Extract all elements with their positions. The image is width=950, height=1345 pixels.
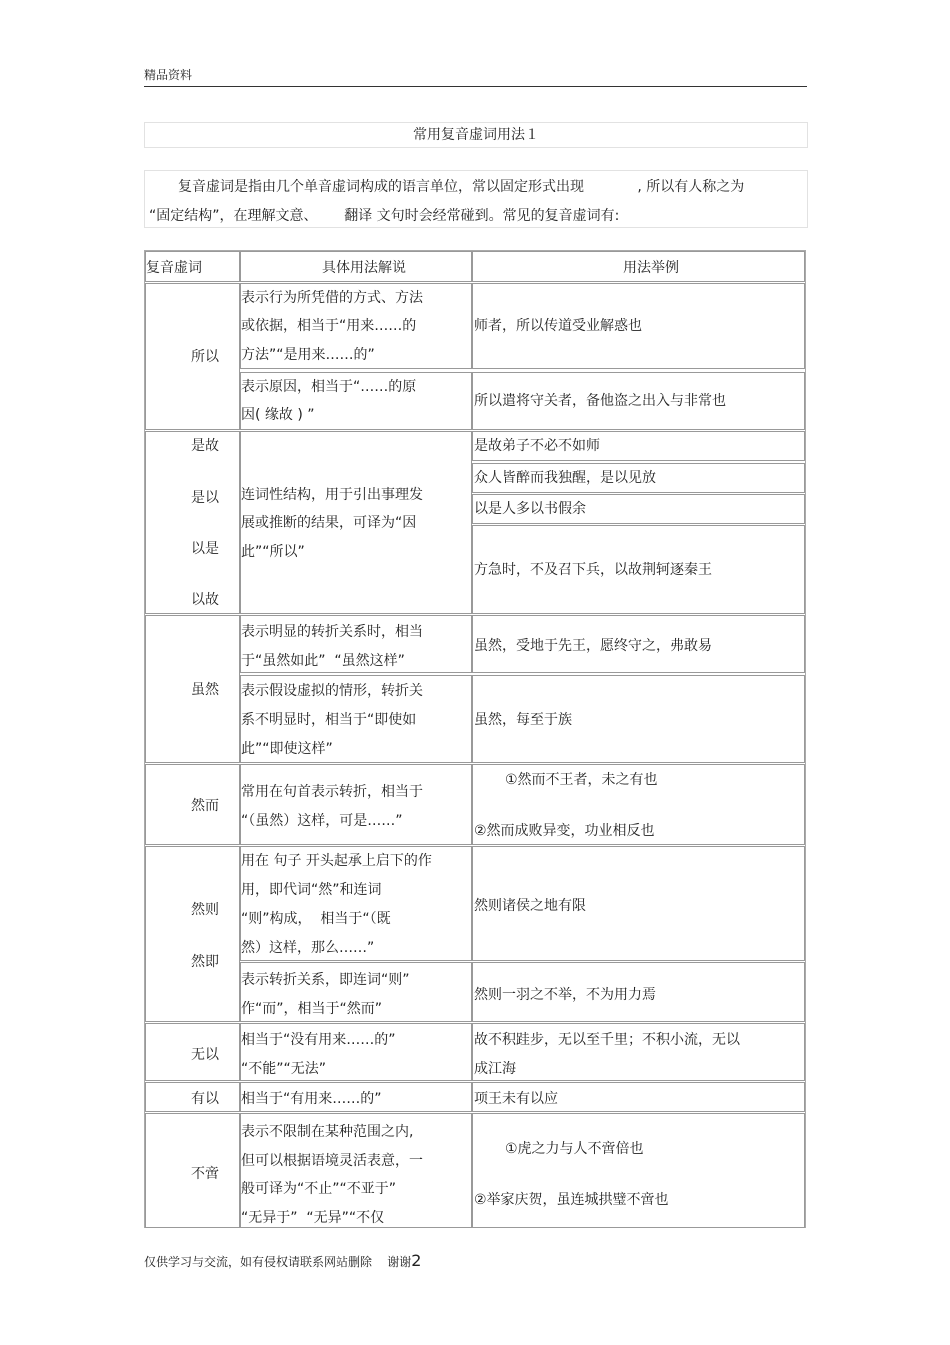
- explain-line: “不能”“无法”: [241, 1061, 327, 1077]
- example-line: 项王未有以应: [474, 1091, 558, 1107]
- explain-line: 表示不限制在某种范围之内,: [241, 1124, 414, 1140]
- explain-line: 相当于“没有用来……的”: [241, 1032, 396, 1048]
- intro-line-1: 复音虚词是指由几个单音虚词构成的语言单位，常以固定形式出现 , 所以有人称之为: [178, 179, 745, 195]
- explain-line: 因( 缘故 ) ”: [241, 407, 315, 423]
- explain-line: 用在 句子 开头起承上启下的作: [241, 853, 432, 869]
- explain-line: 此”“所以”: [241, 544, 305, 560]
- row-word: 然则: [191, 902, 219, 918]
- example-line: 然则诸侯之地有限: [474, 898, 586, 914]
- example-line: 以是人多以书假余: [474, 501, 586, 517]
- row-word: 无以: [191, 1047, 219, 1063]
- row-word: 是以: [191, 490, 219, 506]
- example-line: 然则一羽之不举，不为用力焉: [474, 987, 656, 1003]
- explain-line: “则”构成， 相当于“（既: [241, 911, 391, 927]
- explain-line: 表示假设虚拟的情形，转折关: [241, 683, 423, 699]
- explain-line: 表示转折关系，即连词“则”: [241, 972, 410, 988]
- example-line: 方急时，不及召下兵，以故荆轲逐秦王: [474, 562, 712, 578]
- row-word: 虽然: [191, 682, 219, 698]
- header-example: 用法举例: [623, 260, 679, 276]
- explain-line: 方法”“是用来……的”: [241, 347, 375, 363]
- explain-line: “（虽然）这样，可是……”: [241, 813, 403, 829]
- explain-line: 系不明显时，相当于“即使如: [241, 712, 417, 728]
- header-word: 复音虚词: [146, 260, 202, 276]
- explain-line: 作“而”，相当于“然而”: [241, 1001, 383, 1017]
- row-word: 以故: [191, 592, 219, 608]
- example-line: 众人皆醉而我独醒，是以见放: [474, 470, 656, 486]
- header-explain: 具体用法解说: [322, 260, 406, 276]
- row-word: 有以: [191, 1091, 219, 1107]
- explain-line: 般可译为“不止”“不亚于”: [241, 1181, 397, 1197]
- row-word: 是故: [191, 438, 219, 454]
- explain-line: 然）这样，那么……”: [241, 940, 375, 956]
- example-line: 成江海: [474, 1061, 516, 1077]
- example-line: 虽然，受地于先王，愿终守之，弗敢易: [474, 638, 712, 654]
- explain-line: 于“虽然如此” “虽然这样”: [241, 653, 405, 669]
- table-cell: [145, 846, 240, 1022]
- example-line: ②然而成败异变，功业相反也: [474, 823, 655, 839]
- explain-line: 或依据，相当于“用来……的: [241, 318, 417, 334]
- document-title: 常用复音虚词用法１: [144, 122, 808, 148]
- explain-line: 常用在句首表示转折，相当于: [241, 784, 423, 800]
- example-line: ①然而不王者，未之有也: [505, 772, 658, 788]
- footer-note: 仅供学习与交流，如有侵权请联系网站删除 谢谢: [144, 1255, 412, 1269]
- explain-line: 连词性结构，用于引出事理发: [241, 487, 423, 503]
- example-line: 所以遣将守关者，备他盗之出入与非常也: [474, 393, 726, 409]
- explain-line: 用，即代词“然”和连词: [241, 882, 382, 898]
- explain-line: 展或推断的结果，可译为“因: [241, 515, 417, 531]
- example-line: 是故弟子不必不如师: [474, 438, 600, 454]
- page-number: 2: [411, 1251, 422, 1270]
- row-word: 不啻: [191, 1166, 219, 1182]
- row-word: 然而: [191, 798, 219, 814]
- row-word: 然即: [191, 954, 219, 970]
- example-line: ②举家庆贺，虽连城拱璧不啻也: [474, 1192, 669, 1208]
- intro-line-2: “固定结构”，在理解文意、 翻译 文句时会经常碰到。常见的复音虚词有:: [149, 208, 620, 224]
- example-line: 虽然，每至于族: [474, 712, 572, 728]
- example-line: 师者，所以传道受业解惑也: [474, 318, 642, 334]
- explain-line: 表示行为所凭借的方式、方法: [241, 290, 423, 306]
- row-word: 所以: [191, 349, 219, 365]
- page-footer: [144, 1251, 421, 1270]
- row-word: 以是: [191, 541, 219, 557]
- explain-line: “无异于” “无异”“不仅: [241, 1210, 385, 1226]
- explain-line: 相当于“有用来……的”: [241, 1091, 382, 1107]
- explain-line: 但可以根据语境灵活表意，一: [241, 1153, 423, 1169]
- header-divider: [144, 86, 807, 87]
- page-header-label: 精品资料: [144, 68, 193, 82]
- explain-line: 表示原因，相当于“……的原: [241, 379, 417, 395]
- explain-line: 此”“即使这样”: [241, 741, 333, 757]
- explain-line: 表示明显的转折关系时，相当: [241, 624, 423, 640]
- example-line: ①虎之力与人不啻倍也: [505, 1141, 644, 1157]
- example-line: 故不积跬步，无以至千里；不积小流，无以: [474, 1032, 740, 1048]
